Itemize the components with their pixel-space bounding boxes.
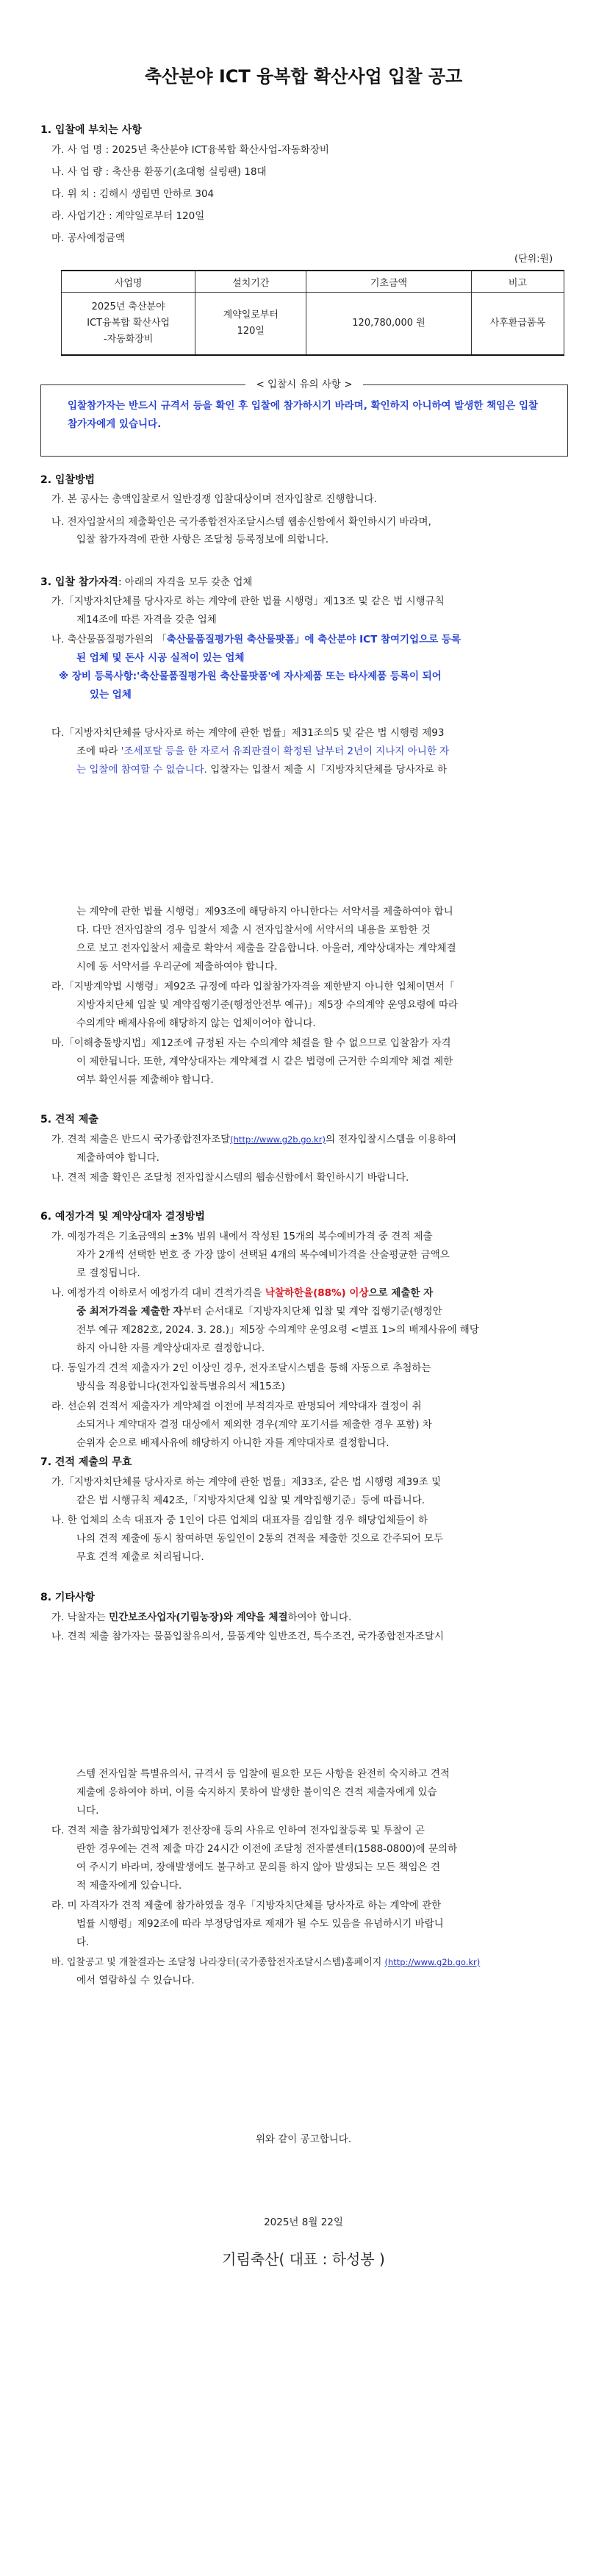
qual-c6: 으로 보고 전자입찰서 제출로 확약서 제출을 갈음합니다. 아울러, 계약상대자는 계약체결 [76, 942, 456, 954]
qual-b1 [51, 631, 461, 649]
etc-a-suffix: 하여야 합니다. [287, 1611, 352, 1623]
etc-a [51, 1609, 351, 1627]
qual-b1-prefix: 나. 축산물품질평가원의 「 [51, 634, 167, 645]
invalid-a1: 가.「지방자치단체를 당사자로 하는 계약에 관한 법률」제33조, 같은 법 시행령 제39조 및 [51, 1476, 442, 1488]
price-a3: 로 결정됩니다. [76, 1267, 140, 1279]
project-period: 라. 사업기간 : 계약일로부터 120일 [51, 210, 205, 222]
invalid-a2: 같은 법 시행규칙 제42조,「지방자치단체 입찰 및 계약집행기준」등에 따릅니다. [76, 1495, 425, 1506]
announcement-date: 2025년 8월 22일 [264, 2217, 343, 2228]
price-b1-highlight: 낙찰하한율(88%) 이상 [265, 1287, 369, 1299]
table-cell-project [62, 293, 195, 356]
notice-title [41, 376, 567, 390]
price-d1: 라. 선순위 견적서 제출자가 계약체결 이전에 부적격자로 판명되어 계약대자 결정이 취 [51, 1400, 422, 1412]
etc-e2: 에서 열람하실 수 있습니다. [76, 1975, 195, 1986]
section-2-heading: 2. 입찰방법 [40, 474, 96, 486]
section-8-heading: 8. 기타사항 [40, 1592, 96, 1603]
bid-method-b1: 나. 전자입찰서의 제출확인은 국가종합전자조달시스템 웹송신함에서 확인하시기 바라며, [51, 516, 431, 528]
section-1-heading: 1. 입찰에 부치는 사항 [40, 124, 142, 136]
submit-a-suffix: 의 전자입찰시스템을 이용하여 [325, 1134, 457, 1145]
price-b4: 하지 아니한 자를 계약상대자로 결정합니다. [76, 1342, 265, 1354]
etc-c1: 다. 견적 제출 참가희망업체가 전산장애 등의 사유로 인하여 전자입찰등록 및 투찰이 곤 [51, 1825, 425, 1836]
etc-d3: 다. [76, 1936, 90, 1948]
section-6-heading: 6. 예정가격 및 계약상대자 결정방법 [40, 1211, 205, 1223]
etc-d1: 라. 미 자격자가 견적 제출에 참가하였을 경우「지방자치단체를 당사자로 하는 계약에 관한 [51, 1900, 442, 1911]
price-b2 [76, 1303, 442, 1321]
etc-b1: 나. 견적 제출 참가자는 물품입찰유의서, 물품계약 일반조건, 특수조건, 국가종합전자조달시 [51, 1631, 445, 1642]
cost-table [61, 270, 564, 356]
etc-c2: 란한 경우에는 견적 제출 마감 24시간 이전에 조달청 전자콜센터(1588-0800)에 문의하 [76, 1843, 458, 1855]
notice-box [40, 379, 568, 457]
notice-body: 입찰참가자는 반드시 규격서 등을 확인 후 입찰에 참가하시기 바라며, 확인하지 아니하여 발생한 책임은 입찰 참가자에게 있습니다. [68, 400, 539, 430]
table-header: 설치기간 [195, 271, 306, 293]
qual-e1: 마.「이해충돌방지법」제12조에 규정된 자는 수의계약 체결을 할 수 없으므로 입찰참가 자격 [51, 1037, 451, 1049]
price-a2: 자가 2개씩 선택한 번호 중 가장 많이 선택된 4개의 복수예비가격을 산술평균한 금액으 [76, 1249, 450, 1261]
submit-a2: 제출하여야 합니다. [76, 1152, 159, 1164]
submit-a [51, 1131, 456, 1149]
section-3-heading: 3. 입찰 참가자격 [40, 576, 118, 588]
price-b1-a: 나. 예정가격 이하로서 예정가격 대비 견적가격을 [51, 1287, 265, 1299]
qual-c2-prefix: 조에 따라 [76, 745, 121, 757]
price-b2-a: 중 최저가격을 제출한 자 [76, 1306, 183, 1317]
qual-a2: 제14조에 따른 자격을 갖춘 업체 [76, 614, 217, 626]
etc-b2: 스템 전자입찰 특별유의서, 규격서 등 입찰에 필요한 모든 사항을 완전히 숙지하고 견적 [76, 1768, 450, 1780]
etc-b3: 제출에 응하여야 하며, 이를 숙지하지 못하여 발생한 불이익은 견적 제출자에게 있습 [76, 1786, 437, 1798]
etc-a-highlight: 민간보조사업자(기림농장)와 계약을 체결 [109, 1611, 288, 1623]
etc-e-prefix: 바. 입찰공고 및 개찰결과는 조달청 나라장터(국가종합전자조달시스템)홈페이지 [51, 1957, 385, 1968]
price-d2: 소되거나 계약대자 결정 대상에서 제외한 경우(계약 포기서를 제출한 경우 포함) 차 [76, 1419, 432, 1431]
signature-line: 기림축산( 대표 : 하성봉 ) [222, 2250, 385, 2268]
table-header: 기초금액 [306, 271, 472, 293]
closing-statement: 위와 같이 공고합니다. [255, 2133, 352, 2145]
price-b3: 전부 예규 제282호, 2024. 3. 28.)」제5장 수의계약 운영요령 <별표 1>의 배제사유에 해당 [76, 1324, 479, 1336]
table-header: 사업명 [62, 271, 195, 293]
table-cell-period [195, 293, 306, 356]
etc-b4: 니다. [76, 1805, 99, 1817]
project-quantity: 나. 사 업 량 : 축산용 환풍기(초대형 실링팬) 18대 [51, 166, 267, 178]
bid-method-b2: 입찰 참가자격에 관한 사항은 조달청 등록정보에 의합니다. [76, 534, 329, 545]
qual-d1: 라.「지방계약법 시행령」제92조 규정에 따라 입찰참가자격을 제한받지 아니한 업체이면서「 [51, 981, 455, 992]
price-c2: 방식을 적용합니다(전자입찰특별유의서 제15조) [76, 1381, 286, 1392]
qual-c5: 다. 다만 전자입찰의 경우 입찰서 제출 시 전자입찰서에 서약서의 내용을 포함한 것 [76, 924, 431, 936]
qual-b1-highlight: 축산물품질평가원 축산물팟폼」에 축산분야 ICT 참여기업으로 등록 [166, 634, 461, 645]
cell-line: 2025년 축산분야 [91, 301, 165, 312]
document-title: 축산분야 ICT 융복합 확산사업 입찰 공고 [144, 66, 463, 87]
cell-line: -자동화장비 [103, 334, 154, 345]
qual-d2: 지방자치단체 입찰 및 계약집행기준(행정안전부 예규)」제5장 수의계약 운영요령에 따라 [76, 999, 459, 1011]
qual-c4: 는 계약에 관한 법률 시행령」제93조에 해당하지 아니한다는 서약서를 제출하여야 합니 [76, 906, 453, 917]
estimated-cost-label: 마. 공사예정금액 [51, 232, 125, 244]
etc-c3: 여 주시기 바라며, 장애발생에도 불구하고 문의를 하지 않아 발생되는 모든 책임은 견 [76, 1861, 440, 1873]
qual-c1: 다.「지방자치단체를 당사자로 하는 계약에 관한 법률」제31조의5 및 같은 법 시행령 제93 [51, 727, 445, 739]
submit-b: 나. 견적 제출 확인은 조달청 전자입찰시스템의 웹송신함에서 확인하시기 바랍니다. [51, 1172, 409, 1184]
qual-b3: ※ 장비 등록사항:'축산물품질평가원 축산물팟폼'에 자사제품 또는 타사제품 등록이 되어 [59, 670, 442, 682]
cell-line: ICT융복합 확산사업 [87, 318, 170, 329]
cell-line: 계약일로부터 [223, 310, 279, 321]
submit-a-prefix: 가. 견적 제출은 반드시 국가종합전자조달 [51, 1134, 231, 1145]
etc-e1 [51, 1953, 480, 1972]
bid-method-a: 가. 본 공사는 총액입찰로서 일반경쟁 입찰대상이며 전자입찰로 진행합니다. [51, 493, 377, 505]
project-location: 다. 위 치 : 김해시 생림면 안하로 304 [51, 188, 215, 200]
notice-title-text: < 입찰시 유의 사항 > [245, 379, 362, 390]
unit-label: (단위:원) [514, 254, 553, 265]
qual-d3: 수의계약 배제사유에 해당하지 않는 업체이어야 합니다. [76, 1017, 316, 1029]
price-a1: 가. 예정가격은 기초금액의 ±3% 범위 내에서 작성된 15개의 복수예비가격 중 견적 제출 [51, 1231, 433, 1242]
price-b2-b: 부터 순서대로「지방자치단체 입찰 및 계약 집행기준(행정안 [182, 1306, 442, 1317]
price-b1-b: 으로 제출한 자 [368, 1287, 434, 1299]
qual-e3: 여부 확인서를 제출해야 합니다. [76, 1074, 214, 1086]
qual-c3 [76, 761, 447, 779]
price-b1 [51, 1284, 433, 1303]
qual-c3-rest: 입찰자는 입찰서 제출 시「지방자치단체를 당사자로 하 [206, 764, 448, 776]
g2b-link[interactable]: (http://www.g2b.go.kr) [230, 1134, 326, 1145]
table-cell-amount: 120,780,000 원 [306, 293, 472, 356]
qual-e2: 이 제한됩니다. 또한, 계약상대자는 계약체결 시 같은 법령에 근거한 수의계약 체결 제한 [76, 1056, 453, 1067]
invalid-b1: 나. 한 업체의 소속 대표자 중 1인이 다른 업체의 대표자를 겸임할 경우 해당업체들이 하 [51, 1514, 428, 1526]
qual-b4: 있는 업체 [90, 689, 132, 701]
price-d3: 순위자 순으로 배제사유에 해당하지 아니한 자를 계약대자로 결정합니다. [76, 1437, 389, 1449]
project-name: 가. 사 업 명 : 2025년 축산분야 ICT융복합 확산사업-자동화장비 [51, 144, 329, 156]
qual-c3-highlight: 는 입찰에 참여할 수 없습니다. [76, 764, 207, 776]
qual-c2 [76, 743, 449, 761]
qual-a1: 가.「지방자치단체를 당사자로 하는 계약에 관한 법률 시행령」제13조 및 같은 법 시행규칙 [51, 595, 445, 607]
etc-d2: 법률 시행령」제92조에 따라 부정당업자로 제재가 될 수도 있음을 유념하시기 바랍니 [76, 1918, 444, 1930]
table-cell-note: 사후환급품목 [471, 293, 564, 356]
section-5-heading: 5. 견적 제출 [40, 1114, 98, 1126]
qual-b2: 된 업체 및 돈사 시공 실적이 있는 업체 [76, 652, 245, 664]
price-c1: 다. 동일가격 견적 제출자가 2인 이상인 경우, 전자조달시스템을 통해 자동으로 추첨하는 [51, 1362, 431, 1374]
table-header: 비고 [471, 271, 564, 293]
etc-c4: 적 제출자에게 있습니다. [76, 1880, 182, 1892]
cell-line: 120일 [237, 326, 265, 337]
section-7-heading: 7. 견적 제출의 무효 [40, 1456, 132, 1468]
invalid-b3: 무효 견적 제출로 처리됩니다. [76, 1551, 204, 1563]
qual-c7: 시에 동 서약서를 우리군에 제출하여야 합니다. [76, 961, 278, 973]
qual-c2-highlight: '조세포탈 등을 한 자로서 유죄판결이 확정된 날부터 2년이 지나지 아니한 자 [121, 745, 450, 757]
g2b-homepage-link[interactable]: (http://www.g2b.go.kr) [384, 1957, 481, 1967]
section-3-heading-line [40, 573, 252, 592]
section-3-heading-rest: : 아래의 자격을 모두 갖춘 업체 [118, 576, 253, 588]
invalid-b2: 나의 견적 제출에 동시 참여하면 동일인이 2통의 견적을 제출한 것으로 간주되어 모두 [76, 1533, 444, 1545]
etc-a-prefix: 가. 낙찰자는 [51, 1611, 109, 1623]
